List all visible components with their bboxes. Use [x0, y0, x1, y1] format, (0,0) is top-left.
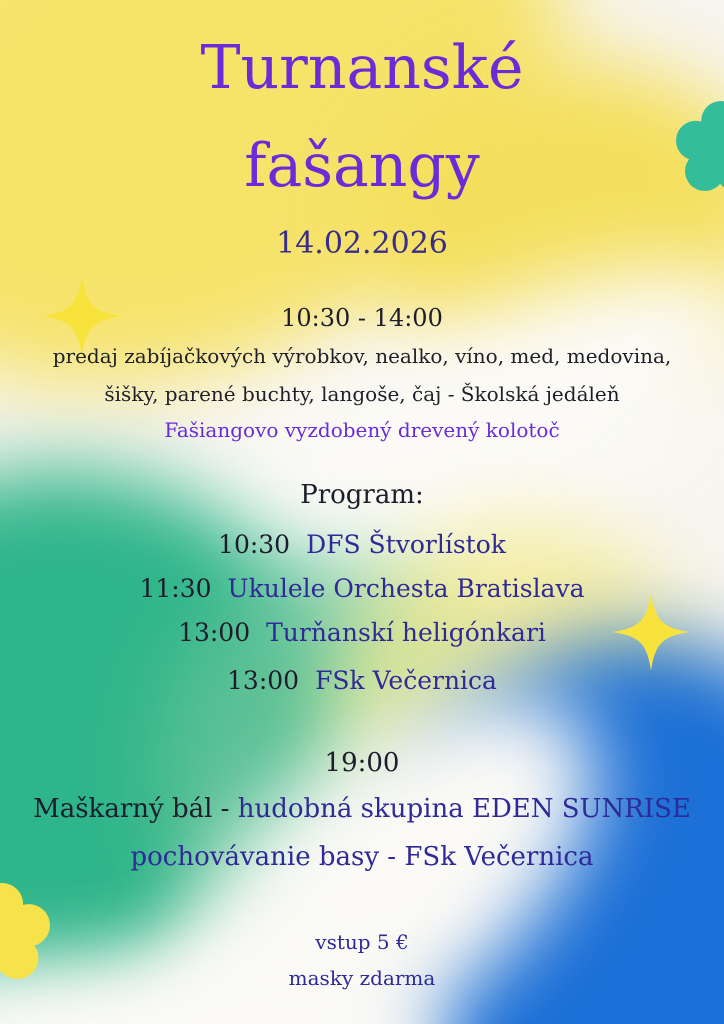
program-item [0, 574, 724, 603]
market-line2: šišky, parené buchty, langoše, čaj - Školská jedáleň [104, 382, 620, 406]
market-line1: predaj zabíjačkových výrobkov, nealko, víno, med, medovina, [52, 344, 672, 368]
entry-fee: vstup 5 € [315, 930, 409, 954]
bass-burial-line: pochovávanie basy - FSk Večernica [130, 842, 594, 872]
program-heading: Program: [300, 480, 424, 510]
poster-title-line2: fašangy [244, 131, 480, 201]
program-item-time: 13:00 [227, 666, 300, 695]
program-item [0, 530, 724, 559]
program-item-name: FSk Večernica [315, 666, 497, 695]
program-item-name: Turňanskí heligónkari [266, 618, 546, 647]
masks-free: masky zdarma [288, 966, 436, 990]
program-item-name: DFS Štvorlístok [306, 530, 506, 559]
ball-band: hudobná skupina EDEN SUNRISE [237, 794, 691, 824]
ball-prefix: Maškarný bál - [33, 794, 230, 824]
program-item-time: 10:30 [218, 530, 291, 559]
program-item-name: Ukulele Orchesta Bratislava [227, 574, 585, 603]
program-item [0, 618, 724, 647]
program-item-time: 11:30 [139, 574, 212, 603]
evening-time: 19:00 [324, 748, 400, 778]
event-date: 14.02.2026 [276, 226, 448, 261]
masked-ball-line [0, 794, 724, 824]
poster-title-line1: Turnanské [200, 33, 524, 103]
market-time: 10:30 - 14:00 [281, 304, 443, 332]
program-item-time: 13:00 [178, 618, 251, 647]
program-item [0, 666, 724, 695]
carousel-line: Fašiangovo vyzdobený drevený kolotoč [164, 418, 560, 442]
